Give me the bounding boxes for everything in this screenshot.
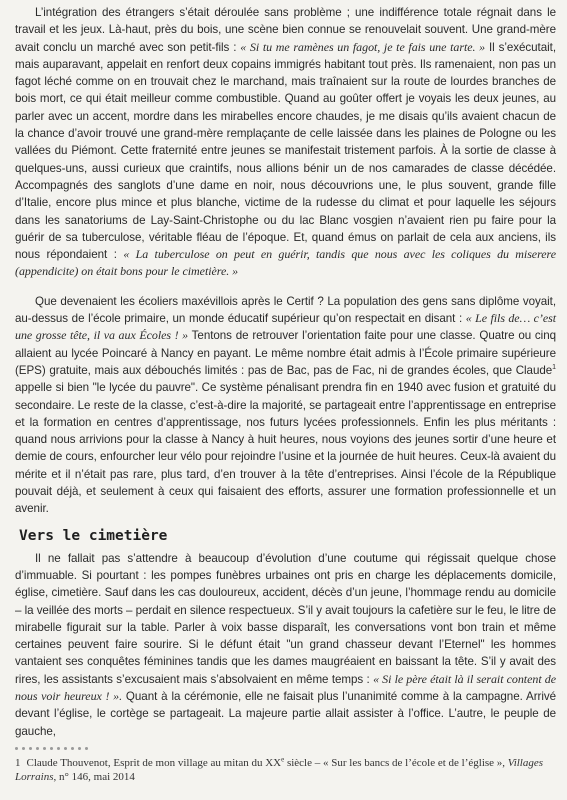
paragraph-text: Que devenaient les écoliers maxévillois après le Certif ? La population des gens sans diplôme voyait, au-dessus de l’école primaire, un monde éducatif supérieur qu’on respectait en disant : — [15, 294, 556, 326]
section-heading: Vers le cimetière — [19, 527, 168, 544]
quote-pere: « Si le père était là il serait content de nous voir heureux ! ». — [15, 671, 556, 703]
paragraph-text: Tentons de retrouver l’orientation faite pour une classe. Quatre ou cinq allaient au lycée Poincaré à Nancy en payant. Le même nombre était admis à l’École primaire supérieure (EPS) gratuite, mais aux débouchés limités : pas de Bac, pas de Fac, ni de grandes écoles, que Claude — [15, 329, 556, 377]
paragraph-ecoliers — [15, 293, 556, 518]
paragraph-integration — [15, 4, 556, 281]
footnote-number: 1 — [15, 756, 21, 769]
paragraph-text: Quant à la cérémonie, elle ne faisait plus l’unanimité comme à la campagne. Arrivé devant l’église, le cortège se partageait. La majeure partie allait assister à l’office. L’autre, le peuple de gauche, — [15, 689, 557, 738]
footnote-publication: Villages Lorrains — [15, 756, 544, 783]
paragraph-cimetiere — [15, 550, 556, 740]
footnote-text: siècle – « Sur les bancs de l’école et de l’église », — [284, 756, 508, 769]
paragraph-text: L’intégration des étrangers s’était déroulée sans problème ; une indifférence totale régnait dans le travail et les jeux. Là-haut, près du bois, une scène bien connue se renouvelait souvent. Une grand-mère avait conclu un marché avec son petit-fils : — [15, 6, 556, 54]
footnote-text: Claude Thouvenot, Esprit de mon village au mitan du XX — [26, 756, 282, 769]
footnote — [15, 756, 556, 784]
footnote-superscript: e — [281, 755, 285, 764]
quote-fagot: « Si tu me ramènes un fagot, je te fais une tarte. » — [240, 39, 486, 54]
paragraph-text: appelle si bien "le lycée du pauvre". Ce système pénalisant prendra fin en 1940 avec fusion et gratuité du secondaire. Le reste de la classe, c’est-à-dire la majorité, se partageait entre l’apprentissage en entreprise et la formation en centres d’apprentissage, nos futurs lycées professionnels. Enfin les plus méritants : quand nous arrivions pour la classe à Nancy à huit heures, nous voyions des jeunes sortir d’une heure et demie de cours, enfourcher leur vélo pour rejoindre l’usine et la journée de huit heures. Ceux-là avaient du mérite et il n’était pas rare, plus tard, d’en trouver à la tête d’entreprises. Ainsi l’école de la République pouvait déjà, et seulement à ceux qui faisaient des efforts, assurer une formation professionnelle et un avenir. — [15, 381, 556, 516]
paragraph-gap — [15, 281, 556, 293]
footnote-ref[interactable]: 1 — [552, 364, 556, 372]
footnote-text: , n° 146, mai 2014 — [53, 770, 135, 783]
quote-grosse-tete: « Le fils de… c’est une grosse tête, il va aux Écoles ! » — [15, 311, 557, 343]
footnote-separator — [15, 744, 556, 754]
quote-tuberculose: « La tuberculose on peut en guérir, tandis que nous avec les coliques du miserere (appendicite) on était bons pour le cimetière. » — [15, 247, 556, 279]
paragraph-text: Il s’exécutait, mais auparavant, appelait en renfort deux copains immigrés habitant tout près. Ils ramenaient, non pas un fagot léché comme on en trouvait chez le marchand, mais traînaient sur la route de lourdes branches de bois mort, ce qui était meilleur comme combustible. Quand au goûter offert je voyais les deux jeunes, au parler avec un accent, mordre dans les mirabelles encore chaudes, je me disais qu’ils avaient chacun de la chance d’avoir trouvé une grand-mère remplaçante de celle laissée dans les plaines de Pologne ou les vallées du Piémont. Cette fraternité entre jeunes se manifestait tristement parfois. À la sortie de classe à quelques-uns, aussi curieux que craintifs, nous allions bénir un de nos camarades de classe décédée. Accompagnés des sanglots d’une dame en noir, nous découvrions une, le plus souvent, grande fille d’Italie, encore plus mince et plus blanche, victime de la rudesse du climat et pour laquelle les séjours dans les sanatoriums de Lay-Saint-Christophe ou du lac Blanc vosgien n’avaient rien pu faire pour la guérir de sa tuberculose, véritable fléau de l’époque. Et, quand émus on parlait de cela aux anciens, ils nous répondaient : — [15, 40, 556, 262]
paragraph-text: Il ne fallait pas s’attendre à beaucoup d’évolution d’une coutume qui régissait quelque chose d’immuable. Si pourtant : les pompes funèbres urbaines ont pris en charge les déplacements domicile, église, cimetière. Sauf dans les cas douloureux, accident, décès d’un jeune, l’hommage rendu au domicile – la veillée des morts – perdait en silence respectueux. S’il y avait toujours la cafetière sur le feu, le litre de mirabelle figurait sur la table. Parler à voix basse disparaît, les conversations vont bon train et même certaines peuvent faire sourire. Si le défunt était "un grand chasseur devant l’Eternel" les hommes vantaient ses conquêtes féminines tandis que les dames maugréaient en baissant la tête. S’il y avait des rires, les assistants s’excusaient mais s’absolvaient en même temps : — [15, 551, 556, 686]
